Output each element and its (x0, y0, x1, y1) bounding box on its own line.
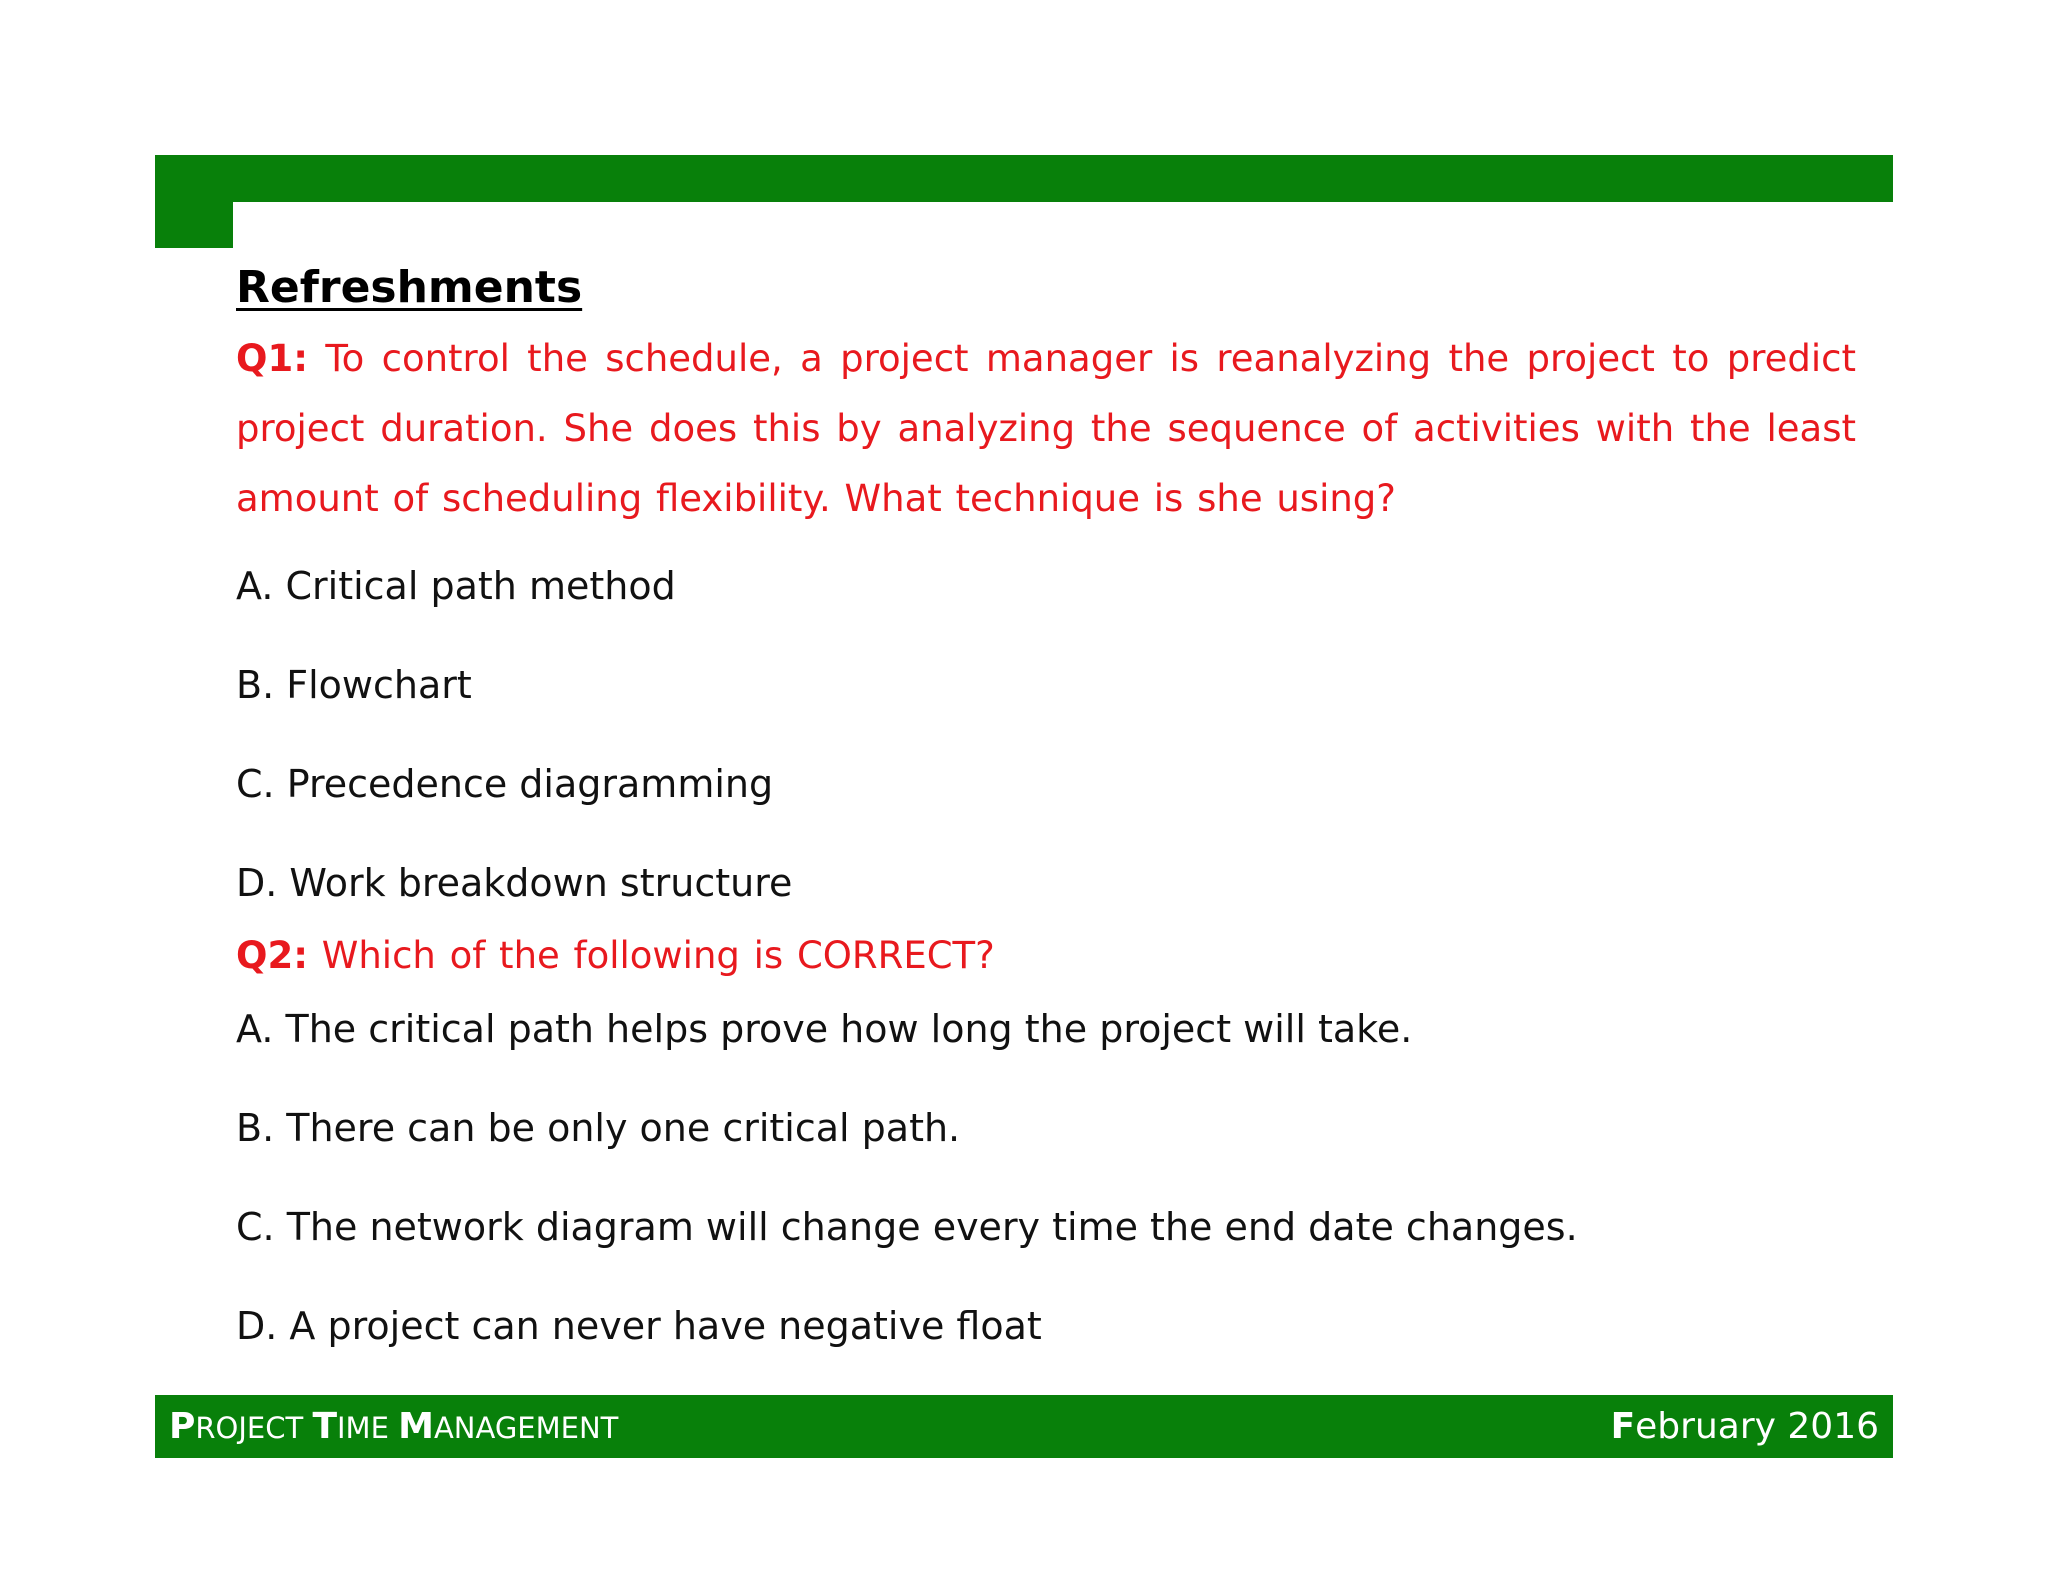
question-2-label: Q2: (236, 934, 308, 977)
header-notch (233, 202, 1893, 262)
footer-band (155, 1395, 1893, 1458)
slide-title: Refreshments (236, 262, 583, 313)
q2-option-a: A. The critical path helps prove how long the project will take. (236, 1007, 1413, 1051)
header-tab (155, 155, 233, 248)
footer-course-title (169, 1395, 618, 1460)
question-1-label: Q1: (236, 337, 308, 380)
q1-option-c: C. Precedence diagramming (236, 762, 774, 806)
footer-cap-t: T (312, 1406, 337, 1447)
footer-word-time: IME (337, 1411, 389, 1445)
footer-word-management: ANAGEMENT (433, 1411, 619, 1445)
header-band (155, 155, 1893, 202)
question-1-text: To control the schedule, a project manager is reanalyzing the project to predict project duration. She does this by analyzing the sequence of activities with the least amount of scheduling flexibility. What technique is she using? (236, 337, 1856, 520)
q2-option-c: C. The network diagram will change every time the end date changes. (236, 1205, 1578, 1249)
q1-option-d: D. Work breakdown structure (236, 861, 793, 905)
footer-date-rest: ebruary 2016 (1635, 1406, 1879, 1447)
question-2-options (236, 994, 1856, 1390)
question-2-text: Which of the following is CORRECT? (321, 934, 995, 977)
q1-option-a: A. Critical path method (236, 564, 676, 608)
question-1-options (236, 546, 1856, 942)
footer-cap-p: P (169, 1406, 196, 1447)
question-2 (236, 918, 1856, 994)
footer-date (1611, 1395, 1879, 1458)
footer-word-project: ROJECT (195, 1411, 304, 1445)
footer-cap-f: F (1610, 1406, 1636, 1447)
question-1 (236, 324, 1856, 534)
q2-option-b: B. There can be only one critical path. (236, 1106, 961, 1150)
slide-content (236, 258, 1856, 1390)
q1-option-b: B. Flowchart (236, 663, 472, 707)
footer-cap-m: M (398, 1406, 434, 1447)
q2-option-d: D. A project can never have negative float (236, 1304, 1042, 1348)
